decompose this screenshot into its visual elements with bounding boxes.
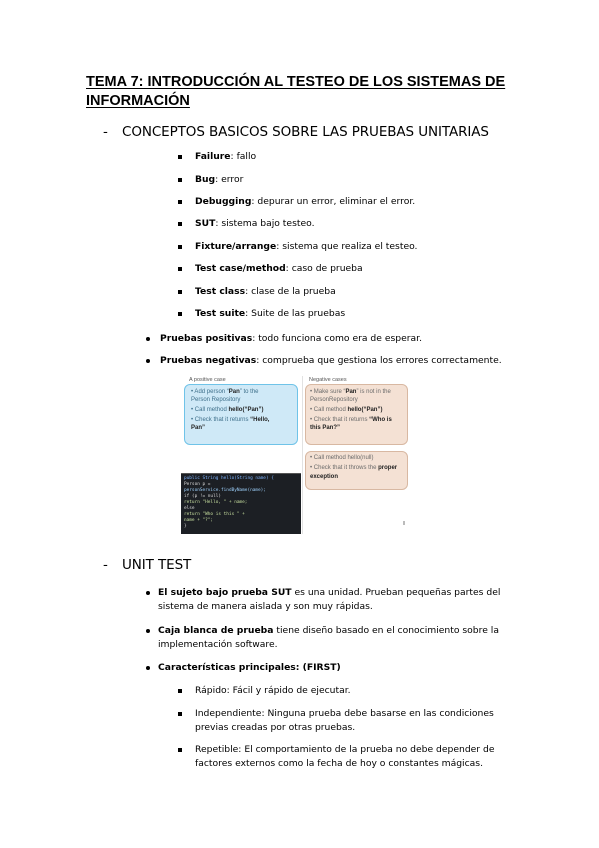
card-line: PersonRepository [310, 397, 358, 403]
card-line: Pan” [191, 425, 206, 431]
term: Test class [195, 286, 246, 297]
code-snippet [181, 473, 301, 534]
term: Debugging [195, 196, 252, 207]
term: Caja blanca de prueba [158, 625, 274, 636]
definition: : sistema bajo testeo. [215, 218, 315, 229]
square-bullet-icon [178, 689, 182, 693]
definition: : error [215, 174, 244, 185]
square-bullet-icon [178, 312, 182, 316]
section-heading-conceptos [103, 124, 489, 140]
code-line: Person p = [184, 482, 211, 487]
definition: : depurar un error, eliminar el error. [251, 196, 416, 207]
code-line: } [184, 524, 187, 529]
square-bullet-icon [178, 155, 182, 159]
definition: : clase de la prueba [245, 286, 336, 297]
card-line: • Make sure “Pan” is not in the [310, 389, 391, 395]
card-line: • Check that it throws the proper [310, 465, 398, 471]
card-line: • Call method hello(“Pan”) [191, 407, 264, 413]
definition: : todo funciona como era de esperar. [252, 333, 423, 344]
bullet-icon [146, 666, 150, 670]
document-title: TEMA 7: INTRODUCCIÓN AL TESTEO DE LOS SISTEMAS DE INFORMACIÓN [86, 74, 506, 109]
section-heading-text: UNIT TEST [122, 557, 192, 573]
square-bullet-icon [178, 222, 182, 226]
code-line: if (p != null) [184, 494, 222, 499]
card-line: • Call method hello(null) [310, 455, 374, 461]
code-line: else [184, 506, 195, 511]
bullet-icon [146, 629, 150, 633]
square-bullet-icon [178, 267, 182, 271]
principle-text-continued: factores externos como la fecha de hoy o constantes mágicas. [195, 758, 484, 769]
term: El sujeto bajo prueba SUT [158, 587, 292, 598]
principle-text: Repetible: El comportamiento de la prueba no debe depender de [195, 744, 495, 755]
definition: es una unidad. Prueban pequeñas partes del [291, 587, 501, 598]
code-line: personService.findByName(name); [184, 488, 266, 493]
definition: : caso de prueba [285, 263, 363, 274]
negative-case-card-1 [305, 384, 408, 445]
code-line: return "Who is this " + [184, 512, 245, 517]
card-line: • Add person “Pan” to the [191, 389, 259, 395]
section-heading-text: CONCEPTOS BASICOS SOBRE LAS PRUEBAS UNITARIAS [122, 124, 489, 140]
term: SUT [195, 218, 216, 229]
bullet-icon [146, 359, 150, 363]
term: Pruebas negativas [160, 355, 257, 366]
principle-text: Rápido: Fácil y rápido de ejecutar. [195, 685, 351, 696]
bullet-icon [146, 337, 150, 341]
section-dash: - [103, 557, 108, 573]
square-bullet-icon [178, 245, 182, 249]
card-line: • Check that it returns “Who is [310, 417, 392, 423]
principle-text-continued: previas creadas por otras pruebas. [195, 722, 356, 733]
term: Test case/method [195, 263, 286, 274]
test-cases-figure [181, 376, 410, 534]
definition-continued: sistema de manera aislada y son muy rápidas. [158, 601, 373, 612]
term: Test suite [195, 308, 246, 319]
section-heading-unit-test [103, 557, 191, 573]
square-bullet-icon [178, 748, 182, 752]
square-bullet-icon [178, 712, 182, 716]
definition: : comprueba que gestiona los errores correctamente. [256, 355, 502, 366]
term: Fixture/arrange [195, 241, 277, 252]
figure-divider [302, 376, 303, 534]
code-line: name + "?"; [184, 518, 214, 523]
card-line: Person Repository [191, 397, 241, 403]
card-line: • Call method hello(“Pan”) [310, 407, 383, 413]
square-bullet-icon [178, 178, 182, 182]
positive-case-card [184, 384, 298, 445]
term: Failure [195, 151, 231, 162]
principle-text: Independiente: Ninguna prueba debe basarse en las condiciones [195, 708, 494, 719]
negative-case-card-2 [305, 451, 408, 490]
definition: : fallo [230, 151, 257, 162]
section-dash: - [103, 124, 108, 140]
bullet-icon [146, 591, 150, 595]
definition: tiene diseño basado en el conocimiento sobre la [273, 625, 499, 636]
definition: : sistema que realiza el testeo. [276, 241, 418, 252]
definition-continued: implementación software. [158, 639, 278, 650]
square-bullet-icon [178, 200, 182, 204]
square-bullet-icon [178, 290, 182, 294]
term: Bug [195, 174, 216, 185]
positive-case-label: A positive case [189, 377, 226, 383]
card-line: exception [310, 474, 339, 480]
card-line: this Pan?” [310, 425, 341, 431]
card-line: • Check that it returns “Hello, [191, 417, 270, 423]
term: Pruebas positivas [160, 333, 253, 344]
figure-mark [403, 521, 405, 525]
term: Características principales: (FIRST) [158, 662, 341, 673]
definition: : Suite de las pruebas [245, 308, 346, 319]
negative-cases-label: Negative cases [309, 377, 347, 383]
code-line: public String hello(String name) { [184, 476, 274, 481]
code-line: return "Hello, " + name; [184, 500, 248, 505]
